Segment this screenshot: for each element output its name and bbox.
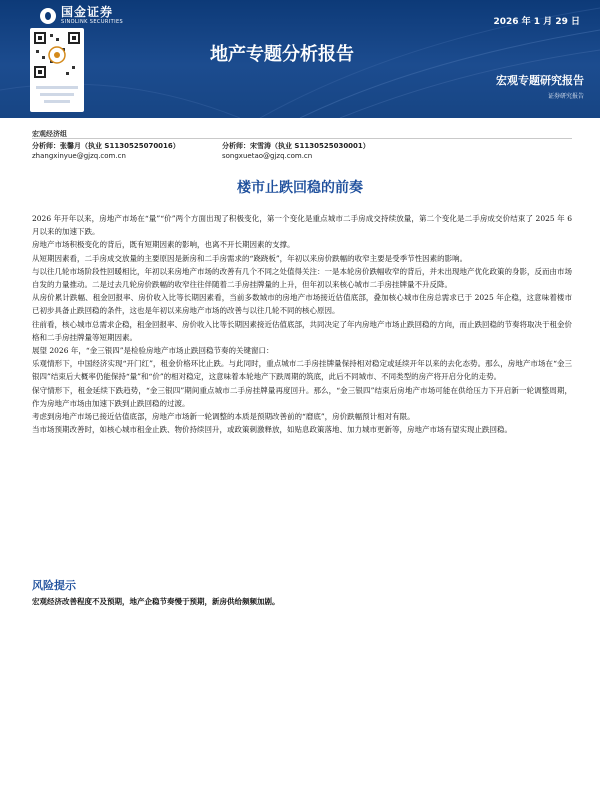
analyst-label: 分析师： [32,142,60,150]
paragraph: 往前看，核心城市总需求企稳，租金回报率、房价收入比等长期因素接近估值底部，共同决定了年内房地产市场止跌回稳的方向，而止跌回稳的节奏将取决于租金价格和二手房挂牌量等短期因素。 [32,319,572,342]
analyst-label: 分析师： [222,142,250,150]
article-title: 楼市止跌回稳的前奏 [237,180,363,196]
paragraph: 乐观情形下，中国经济实现“开门红”，租金价格环比止跌。与此同时，重点城市二手房挂牌量保持相对稳定或延续开年以来的去化态势。那么，房地产市场在“金三银四”结束后大概率仍能保持“量”和“价”的相对稳定，这意味着本轮地产下跌周期的筑底，此后不同城市、不同类型的房产将开启分化的走势。 [32,359,572,382]
research-group: 宏观经济组 [32,130,67,138]
logo-icon [40,8,56,24]
divider [32,138,572,139]
risk-text: 宏观经济改善程度不及预期，地产企稳节奏慢于预期，新房供给频频加剧。 [32,597,280,606]
analyst-info [222,141,370,161]
analyst-cert: （执业 S1130525030001） [271,142,370,150]
report-banner [0,0,600,118]
paragraph: 与以往几轮市场阶段性回暖相比，年初以来房地产市场的改善有几个不同之处值得关注：一是本轮房价跌幅收窄的背后，并未出现地产优化政策的身影，反而由市场自发的力量推动。二是过去几轮房价跌幅的收窄往往伴随着二手房挂牌量的上升，但年初以来核心城市二手房挂牌量不升反降。 [32,266,572,290]
analyst-name: 张馨月 [60,142,81,150]
paragraph: 考虑到房地产市场已接近估值底部，房地产市场新一轮调整的本质是预期改善前的“磨底”，房价跌幅预计相对有限。 [32,412,415,422]
analyst-info [32,141,180,161]
paragraph: 展望 2026 年，“金三银四”是检验房地产市场止跌回稳节奏的关键窗口： [32,346,274,356]
brand-logo [40,6,123,25]
paragraph: 房地产市场积极变化的背后，既有短期因素的影响，也离不开长期因素的支撑。 [32,240,295,250]
report-type: 宏观专题研究报告 [496,74,584,87]
report-subtype: 证券研究报告 [547,93,584,100]
paragraph: 保守情形下，租金延续下跌趋势，“金三银四”期间重点城市二手房挂牌量再度回升。那么，“金三银四”结束后房地产市场可能在供给压力下开启新一轮调整周期，作为房地产市场由加速下跌到止跌回稳的过渡。 [32,385,572,408]
qr-code [30,28,84,112]
analyst-cert: （执业 S1130525070016） [81,142,180,150]
analyst-name: 宋雪涛 [250,142,271,150]
qr-code-icon [32,30,82,110]
paragraph: 从房价累计跌幅、租金回报率、房价收入比等长期因素看，当前多数城市的房地产市场接近估值底部，叠加核心城市住房总需求已于 2025 年企稳，这意味着楼市已初步具备止跌回稳的条件，这也是年初以来房地产市场的改善与以往几轮不同的核心原因。 [32,293,572,316]
brand-name-cn: 国金证券 [61,5,114,19]
paragraph: 从短期因素看，二手房成交放量的主要原因是新房和二手房需求的“跷跷板”，年初以来房价跌幅的收窄主要是受季节性因素的影响。 [32,253,468,263]
analyst-email[interactable]: zhangxinyue@gjzq.com.cn [32,152,126,160]
analyst-email[interactable]: songxuetao@gjzq.com.cn [222,152,313,160]
risk-heading: 风险提示 [32,579,76,592]
report-title: 地产专题分析报告 [210,44,354,65]
paragraph: 2026 年开年以来，房地产市场在“量”“价”两个方面出现了积极变化，第一个变化是重点城市二手房成交持续放量，第二个变化是二手房成交价结束了 2025 年 6 月以来的加速下跌。 [32,214,572,237]
brand-name-en: SINOLINK SECURITIES [61,19,124,25]
article-body [32,212,572,436]
report-date: 2026 年 1 月 29 日 [493,17,580,27]
paragraph: 当市场预期改善时，如核心城市租金止跌、物价持续回升，或政策刺激释放，如贴息政策落地、加力城市更新等，房地产市场有望实现止跌回稳。 [32,425,512,435]
